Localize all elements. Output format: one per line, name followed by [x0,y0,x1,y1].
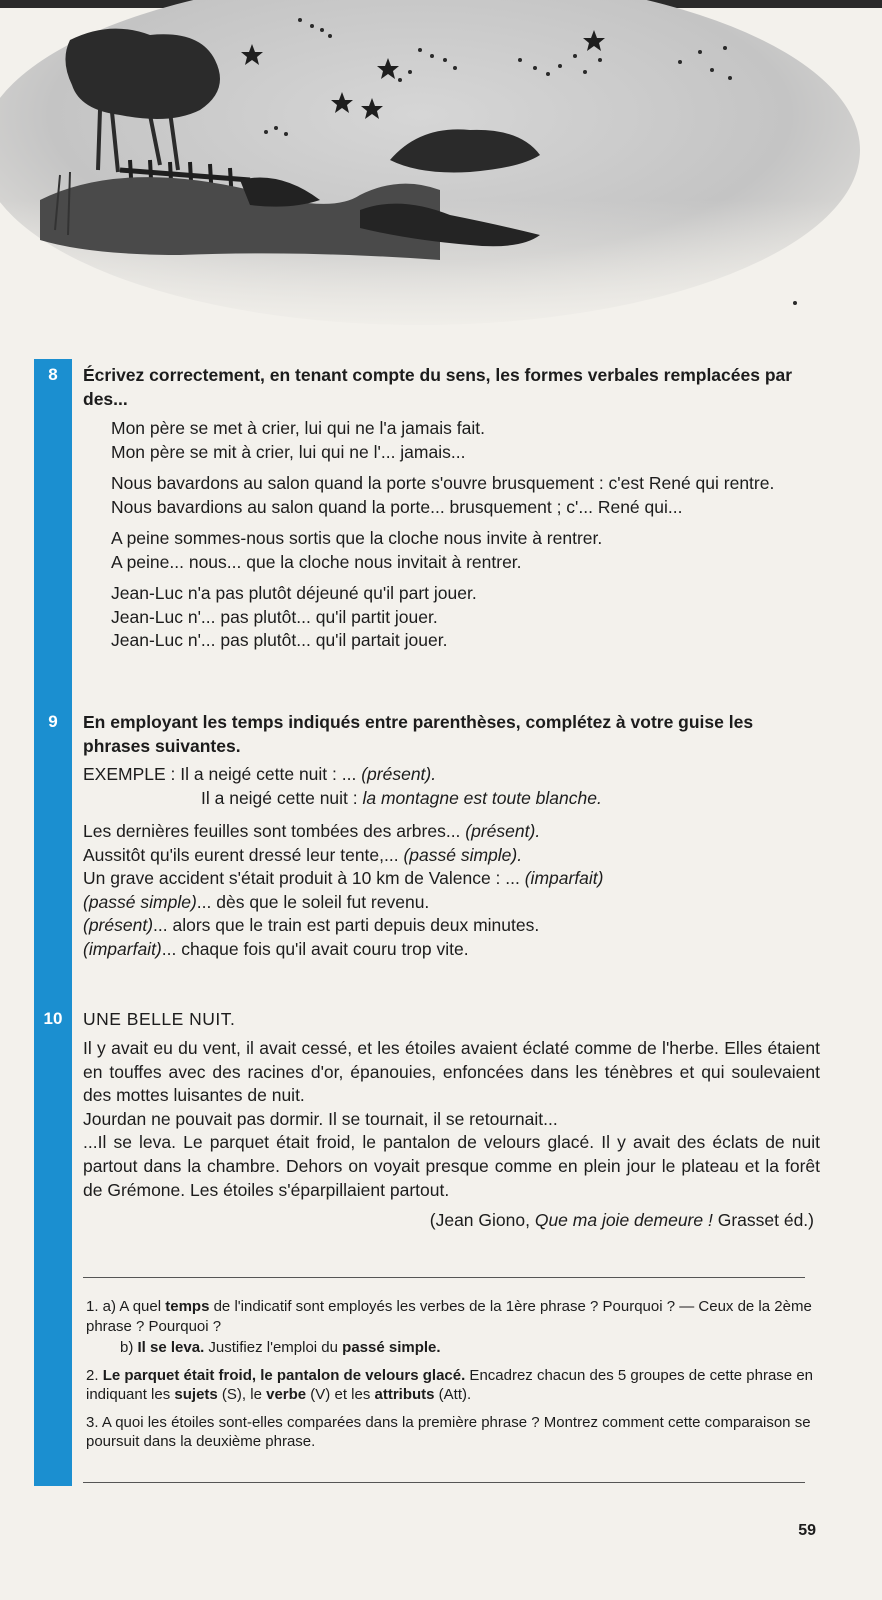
passage [83,1037,820,1202]
sentence: Jean-Luc n'... pas plutôt... qu'il partit jouer. [111,606,438,627]
tense-hint: (présent) [83,915,154,935]
sentence: A peine... nous... que la cloche nous invitait à rentrer. [111,551,522,572]
exercise-9 [83,710,820,961]
exercise-10 [83,1007,820,1232]
exercise-8-number: 8 [48,365,58,384]
tense-hint: (présent). [465,821,541,841]
exercise-9-example [83,762,820,810]
page-number: 59 [798,1522,816,1539]
example-sentence: Il a neigé cette nuit : ... [180,764,362,784]
sentence-group [111,527,820,574]
sentence-group [111,472,820,519]
sentence: (imparfait)... chaque fois qu'il avait couru trop vite. [83,938,469,959]
example-answer: la montagne est toute blanche. [362,788,602,808]
sentence: (passé simple)... dès que le soleil fut revenu. [83,891,430,912]
sentence-group [111,417,820,464]
sentence: Jean-Luc n'... pas plutôt... qu'il partait jouer. [111,630,448,650]
exercise-9-sentences [83,820,820,961]
question-1b: b) Il se leva. Justifiez l'emploi du passé simple. [120,1339,441,1356]
sentence: Un grave accident s'était produit à 10 km de Valence : ... (imparfait) [83,868,604,888]
sentence: (présent)... alors que le train est parti depuis deux minutes. [83,915,540,935]
exercise-8-sentences [83,417,820,653]
exercise-9-number: 9 [48,712,58,731]
tense-hint: (présent). [361,764,437,784]
tense-hint: (imparfait) [524,868,604,888]
passage-paragraph: Jourdan ne pouvait pas dormir. Il se tournait, il se retournait... [83,1108,558,1129]
divider-bottom [83,1482,805,1483]
sentence: Les dernières feuilles sont tombées des arbres... (présent). [83,821,541,841]
source-credit: (Jean Giono, Que ma joie demeure ! Grasset éd.) [429,1210,814,1231]
tense-hint: (passé simple) [83,891,197,912]
passage-paragraph: ...Il se leva. Le parquet était froid, le pantalon de velours glacé. Il y avait des éclats de nuit partout dans la chambre. Dehors on voyait presque comme en plein jour le plateau et la forêt de Grémone. Les étoiles s'éparpillaient partout. [83,1132,820,1200]
example-sentence: Il a neigé cette nuit : [201,788,363,808]
question-2: 2. Le parquet était froid, le pantalon de velours glacé. Encadrez chacun des 5 groupes de cette phrase en indiquant les sujets (S), le verbe (V) et les attributs (Att). [86,1366,813,1403]
sentence: Mon père se mit à crier, lui qui ne l'... jamais... [111,441,466,462]
question-1: 1. a) A quel temps de l'indicatif sont employés les verbes de la 1ère phrase ? Pourquoi ? — Ceux de la 2ème phrase ? Pourquoi ? [86,1298,812,1335]
sentence: Jean-Luc n'a pas plutôt déjeuné qu'il part jouer. [111,583,477,603]
sentence: A peine sommes-nous sortis que la cloche nous invite à rentrer. [111,528,603,548]
exercise-8-instruction: Écrivez correctement, en tenant compte du sens, les formes verbales remplacées par des... [83,365,793,409]
sentence: Nous bavardions au salon quand la porte... brusquement ; c'... René qui... [111,496,683,517]
sentence-group [111,582,820,653]
tense-hint: (imparfait) [83,938,162,959]
tense-hint: (passé simple). [403,844,523,865]
book-title: Que ma joie demeure ! [534,1210,713,1231]
margin-blue-bar [34,359,72,1486]
exercise-10-title: UNE BELLE NUIT. [83,1009,236,1029]
question-3: 3. A quoi les étoiles sont-elles comparées dans la première phrase ? Montrez comment cette comparaison se poursuit dans la deuxième phrase. [86,1413,811,1450]
exercise-10-number: 10 [43,1009,63,1028]
exercise-9-instruction: En employant les temps indiqués entre parenthèses, complétez à votre guise les phrases suivantes. [83,712,754,756]
divider-top [83,1277,805,1278]
night-landscape-illustration [0,0,882,345]
questions [86,1297,821,1460]
sentence: Mon père se met à crier, lui qui ne l'a jamais fait. [111,418,485,438]
passage-paragraph: Il y avait eu du vent, il avait cessé, et les étoiles avaient éclaté comme de l'herbe. Elles étaient en touffes avec des racines d'or, épanouies, enfoncées dans les ténèbres et qui soulevaient des mottes luisantes de nuit. [83,1038,820,1106]
example-label: EXEMPLE : [83,764,181,784]
sentence: Aussitôt qu'ils eurent dressé leur tente,... (passé simple). [83,844,523,865]
exercise-8 [83,363,820,653]
sentence: Nous bavardons au salon quand la porte s'ouvre brusquement : c'est René qui rentre. [111,473,775,493]
